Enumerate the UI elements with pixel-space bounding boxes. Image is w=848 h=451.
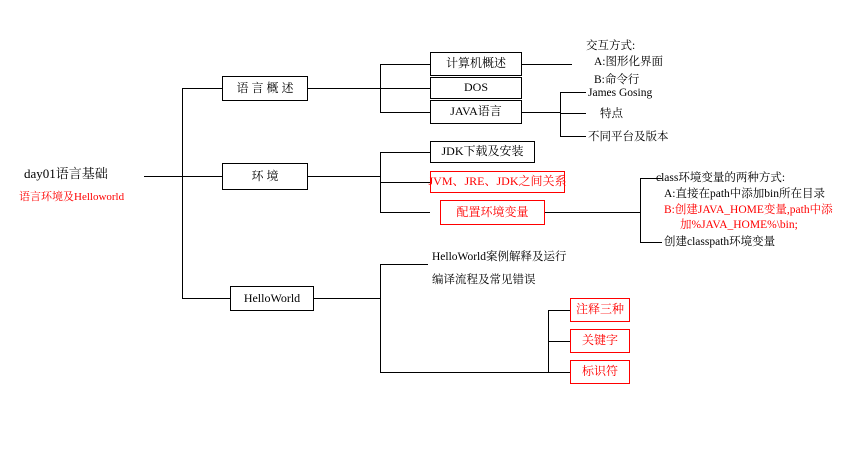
annotation-create-classpath: 创建classpath环境变量 [664,236,776,248]
annotation-class-env-title: class环境变量的两种方式: [656,172,786,184]
branch-node-environment[interactable]: 环 境 [222,163,308,190]
leaf-keywords[interactable]: 关键字 [570,329,630,353]
connector-root-spine [182,88,183,298]
connector-b3-sub-3 [548,372,570,373]
connector-java-annot-1 [560,92,586,93]
connector-b1-child-2 [380,88,430,89]
annotation-platforms: 不同平台及版本 [588,131,669,143]
connector-java-out [522,112,560,113]
annotation-interaction-title: 交互方式: [586,40,636,52]
connector-branch-3 [182,298,230,299]
annotation-class-env-b1: B:创建JAVA_HOME变量,path中添 [664,204,833,216]
connector-envvar-spine [640,178,641,242]
connector-b1-child-1 [380,64,430,65]
connector-b2-child-1 [380,152,430,153]
note-compile-errors: 编译流程及常见错误 [432,274,536,286]
connector-envvar-annot-2 [640,242,662,243]
connector-b3-spine [380,264,381,372]
leaf-identifiers[interactable]: 标识符 [570,360,630,384]
connector-b3-note [380,264,428,265]
annotation-class-env-b2: 加%JAVA_HOME%\bin; [680,219,798,231]
annotation-class-env-a: A:直接在path中添加bin所在目录 [664,188,825,200]
connector-java-annot-2 [560,113,586,114]
leaf-dos[interactable]: DOS [430,77,522,99]
annotation-james-gosling: James Gosing [588,87,653,99]
leaf-configure-env-vars[interactable]: 配置环境变量 [440,200,545,225]
connector-b3-out [314,298,380,299]
branch-node-helloworld[interactable]: HelloWorld [230,286,314,311]
connector-computer-annot [522,64,572,65]
annotation-features: 特点 [600,108,623,120]
connector-java-annot-3 [560,136,586,137]
connector-b2-child-2 [380,182,430,183]
connector-branch-2 [182,176,222,177]
connector-b3-sub-2 [548,341,570,342]
note-helloworld-explain: HelloWorld案例解释及运行 [432,251,567,263]
connector-b3-sub [380,372,548,373]
leaf-jdk-download-install[interactable]: JDK下载及安装 [430,141,535,163]
annotation-interaction-b: B:命令行 [594,74,640,86]
connector-b1-out [308,88,380,89]
leaf-comments-three-types[interactable]: 注释三种 [570,298,630,322]
connector-java-spine [560,92,561,136]
branch-node-language-overview[interactable]: 语 言 概 述 [222,76,308,101]
leaf-computer-overview[interactable]: 计算机概述 [430,52,522,76]
connector-b3-sub-1 [548,310,570,311]
connector-branch-1 [182,88,222,89]
connector-b2-out [308,176,380,177]
leaf-jvm-jre-jdk-relation[interactable]: JVM、JRE、JDK之间关系 [430,171,565,193]
leaf-java-language[interactable]: JAVA语言 [430,100,522,124]
root-subtitle: 语言环境及Helloworld [19,191,125,203]
annotation-interaction-a: A:图形化界面 [594,56,663,68]
root-title: day01语言基础 [24,166,108,181]
connector-b1-child-3 [380,112,430,113]
connector-envvar-out [545,212,640,213]
connector-root-trunk [144,176,182,177]
connector-b2-child-3 [380,212,430,213]
